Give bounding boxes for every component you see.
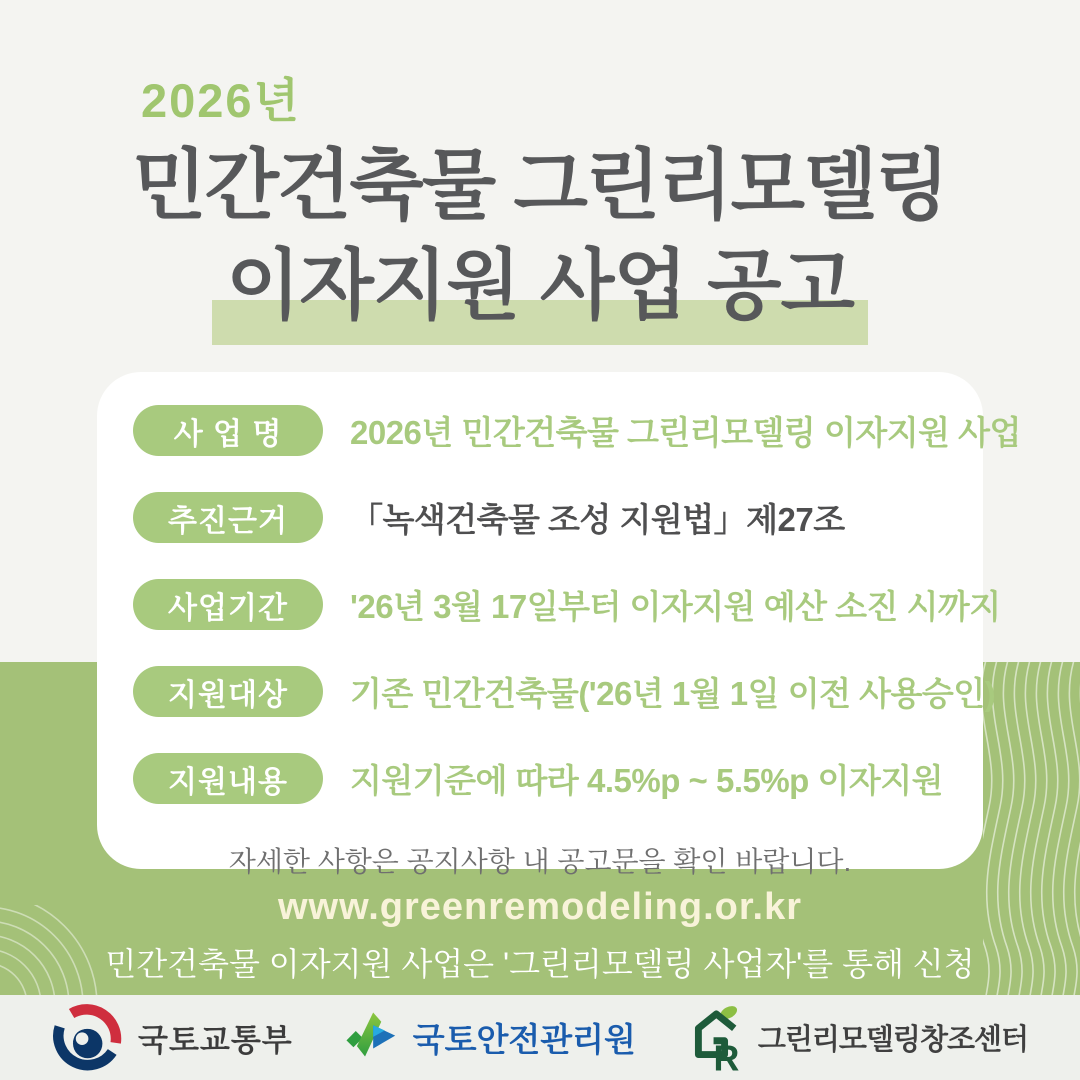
banner-subtitle: 민간건축물 이자지원 사업은 '그린리모델링 사업자'를 통해 신청: [105, 946, 975, 982]
banner-text: [0, 886, 1080, 985]
label-pill: 사업기간: [133, 579, 323, 630]
year-label: 2026년: [141, 74, 301, 127]
molit-emblem-icon: [52, 1003, 122, 1073]
footer: [0, 995, 1080, 1080]
logo-kalis-label: 국토안전관리원: [412, 1021, 636, 1058]
website-url: www.greenremodeling.or.kr: [277, 886, 803, 928]
row-support-target: [133, 666, 996, 717]
title-line1: 민간건축물 그린리모델링: [132, 143, 948, 229]
label-pill: 지원내용: [133, 753, 323, 804]
label-pill: 지원대상: [133, 666, 323, 717]
logo-grcc: [686, 1003, 1028, 1073]
logo-molit: [52, 1003, 293, 1073]
title-line2-highlight: 이자지원 사업 공고: [212, 243, 868, 345]
row-project-period: [133, 579, 1001, 630]
row-value: 2026년 민간건축물 그린리모델링 이자지원 사업: [350, 414, 1021, 451]
logo-molit-label: 국토교통부: [138, 1023, 293, 1058]
row-value: 지원기준에 따라 4.5%p ~ 5.5%p 이자지원: [350, 762, 944, 799]
row-value: 기존 민간건축물('26년 1월 1일 이전 사용승인): [350, 675, 996, 712]
label-pill: 사 업 명: [133, 405, 323, 456]
row-value: '26년 3월 17일부터 이자지원 예산 소진 시까지: [350, 588, 1001, 625]
row-project-name: [133, 405, 1021, 456]
card-note: 자세한 사항은 공지사항 내 공고문을 확인 바랍니다.: [228, 846, 852, 877]
logo-grcc-label: 그린리모델링창조센터: [757, 1024, 1028, 1056]
title-line2: [0, 224, 1080, 335]
gr-house-leaf-icon: [686, 1003, 748, 1073]
kalis-symbol-icon: [343, 1005, 401, 1071]
row-support-content: [133, 753, 947, 804]
svg-text:R: R: [713, 1037, 740, 1073]
row-value: 「녹색건축물 조성 지원법」제27조: [350, 501, 845, 538]
info-card: [97, 372, 1021, 877]
logo-kalis: [343, 1005, 636, 1071]
label-pill: 추진근거: [133, 492, 323, 543]
row-legal-basis: [133, 492, 947, 543]
